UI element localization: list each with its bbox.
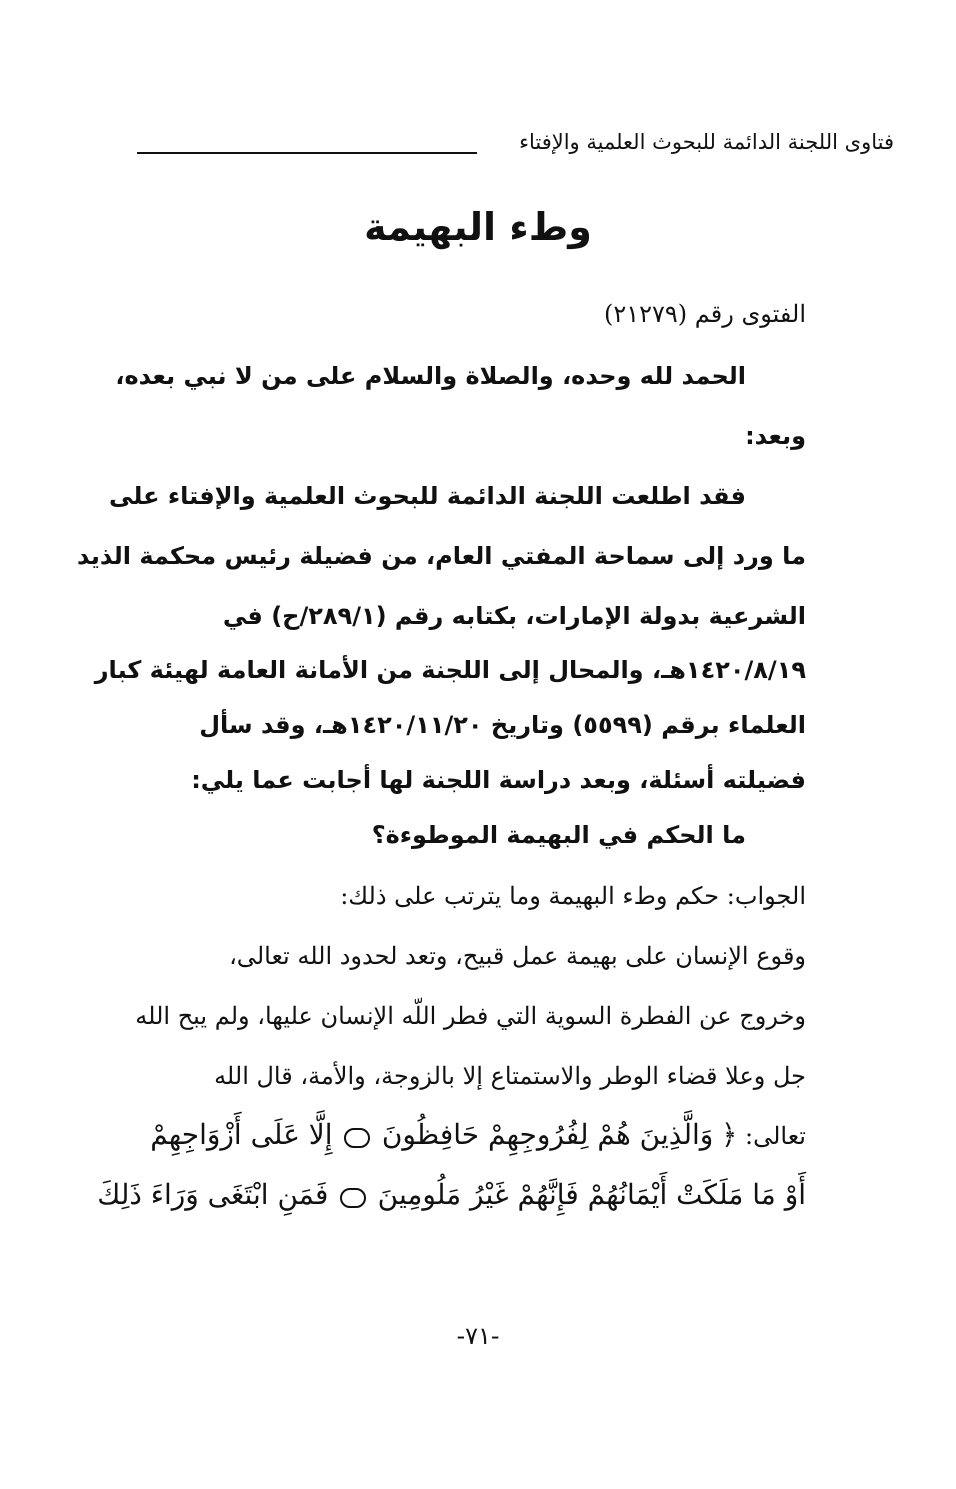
text-line-1: الحمد لله وحده، والصلاة والسلام على من لا نبي بعده، — [115, 362, 746, 390]
text-line-5: الشرعية بدولة الإمارات، بكتابه رقم (٢٨٩/١/ح) في — [222, 602, 806, 630]
quran-verse-5: وَالَّذِينَ هُمْ لِفُرُوجِهِمْ حَافِظُونَ — [381, 1118, 714, 1151]
ayah-marker-icon — [344, 1128, 370, 1148]
quran-verse-6-start: إِلَّا عَلَى أَزْوَاجِهِمْ — [150, 1118, 333, 1151]
running-header: فتاوى اللجنة الدائمة للبحوث العلمية والإفتاء — [519, 130, 894, 154]
question-line: ما الحكم في البهيمة الموطوءة؟ — [371, 821, 746, 849]
ayah-marker-icon — [340, 1188, 366, 1208]
text-line-3: فقد اطلعت اللجنة الدائمة للبحوث العلمية والإفتاء على — [109, 482, 746, 510]
page-title: وطء البهيمة — [364, 205, 592, 249]
quran-intro: تعالى: — [745, 1122, 806, 1150]
text-line-4: ما ورد إلى سماحة المفتي العام، من فضيلة رئيس محكمة الذيد — [77, 542, 806, 570]
text-line-12: وخروج عن الفطرة السوية التي فطر اللّه الإنسان عليها، ولم يبح الله — [135, 1002, 806, 1030]
quran-line-2 — [97, 1178, 806, 1211]
page-number: -٧١- — [456, 1322, 500, 1350]
text-line-8: فضيلته أسئلة، وبعد دراسة اللجنة لها أجابت عما يلي: — [191, 766, 806, 794]
quran-verse-7-start: فَمَنِ ابْتَغَى وَرَاءَ ذَلِكَ — [97, 1178, 329, 1211]
text-line-6: ١٤٢٠/٨/١٩هـ، والمحال إلى اللجنة من الأمانة العامة لهيئة كبار — [94, 656, 806, 684]
quran-verse-6: أَوْ مَا مَلَكَتْ أَيْمَانُهُمْ فَإِنَّهُمْ غَيْرُ مَلُومِينَ — [377, 1178, 806, 1211]
text-line-11: وقوع الإنسان على بهيمة عمل قبيح، وتعد لحدود الله تعالى، — [229, 942, 806, 970]
fatwa-number: الفتوى رقم (٢١٢٧٩) — [603, 300, 806, 328]
quran-open-bracket: ﴿ — [720, 1118, 738, 1151]
quran-line-1 — [150, 1118, 806, 1151]
answer-heading: الجواب: حكم وطء البهيمة وما يترتب على ذلك: — [340, 882, 806, 910]
text-line-13: جل وعلا قضاء الوطر والاستمتاع إلا بالزوجة، والأمة، قال الله — [214, 1062, 806, 1090]
text-line-7: العلماء برقم (٥٥٩٩) وتاريخ ١٤٢٠/١١/٢٠هـ، وقد سأل — [199, 711, 806, 739]
text-line-2: وبعد: — [745, 422, 806, 450]
header-rule — [137, 152, 477, 154]
